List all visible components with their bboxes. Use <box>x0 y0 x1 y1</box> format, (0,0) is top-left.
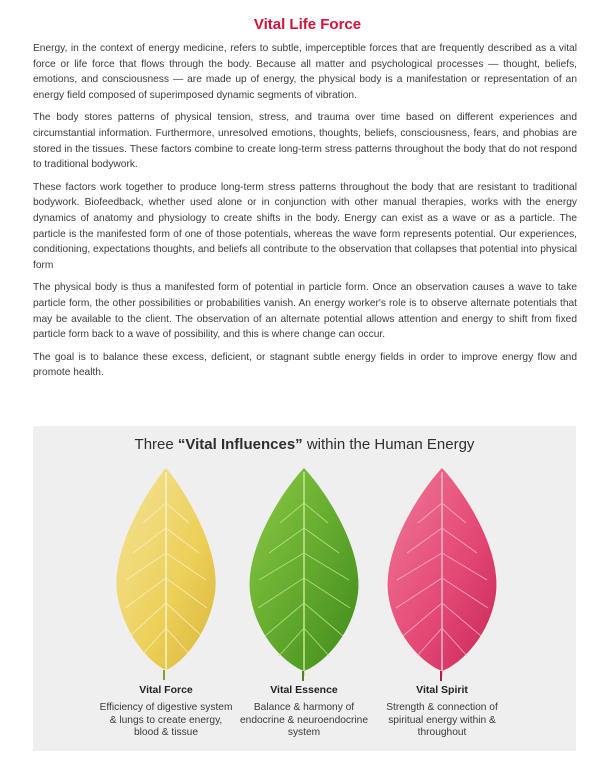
yellow-leaf-icon <box>116 468 215 680</box>
leaves-illustration <box>33 458 576 683</box>
leaf-description-line: endocrine & neuroendocrine <box>239 714 368 726</box>
body-text <box>33 41 577 388</box>
leaf-description-line: spiritual energy within & <box>388 714 496 726</box>
paragraph: These factors work together to produce long-term stress patterns throughout the body that are resistant to traditional bodywork. Biofeedback, whether used alone or in conjunction with other manual therapies, works with the energy dynamics of anatomy and physiology to create shifts in the body. Energy can exist as a wave or as a particle. The particle is the manifested form of one of those potentials, whereas the wave form represents potential. Our experiences, conditioning, expectations thoughts, and beliefs all contribute to the observation that collapses that potential into physical form <box>33 181 577 271</box>
leaf-name: Vital Force <box>139 684 193 696</box>
leaf-name: Vital Spirit <box>416 684 468 696</box>
leaf-description-line: & lungs to create energy, <box>109 714 223 726</box>
leaf-description-line: throughout <box>417 727 467 739</box>
paragraph: The goal is to balance these excess, deficient, or stagnant subtle energy fields in order to improve energy flow and promote health. <box>33 351 577 379</box>
leaf-description-line: Strength & connection of <box>386 702 498 713</box>
vital-spirit-caption <box>357 684 527 740</box>
paragraph: The body stores patterns of physical tension, stress, and trauma over time based on different experiences and circumstantial information. Furthermore, unresolved emotions, thoughts, beliefs, consciousness, fears, and phobias are stored in the tissues. These factors combine to create long-term stress patterns throughout the body that do not respond to traditional bodywork. <box>33 112 577 171</box>
paragraph: Energy, in the context of energy medicine, refers to subtle, imperceptible forces that are frequently described as a vital force or life force that flows through the body. Because all matter and psychological processes — thought, beliefs, emotions, and consciousness — are made up of energy, the physical body is a manifestation or representation of an energy field composed of superimposed dynamic segments of vibration. <box>33 43 577 101</box>
leaf-description-line: system <box>287 727 321 739</box>
paragraph: The physical body is thus a manifested form of potential in particle form. Once an observation causes a wave to take particle form, the other possibilities or probabilities vanish. An energy worker's role is to observe alternate potentials that may be available to the client. The observation of an alternate potential allows attention and energy to shift from fixed particle form back to a wave of possibility, and this is where change can occur. <box>33 282 577 341</box>
page-title: Vital Life Force <box>253 16 362 33</box>
leaf-description-line: Balance & harmony of <box>253 702 355 713</box>
leaf-description-line: Efficiency of digestive system <box>99 702 233 713</box>
leaf-name: Vital Essence <box>270 684 338 696</box>
leaf-description-line: blood & tissue <box>134 727 198 739</box>
infographic-title: Three “Vital Influences” within the Human Energy <box>134 436 475 453</box>
vital-influences-infographic <box>33 426 576 751</box>
pink-leaf-icon <box>388 468 497 681</box>
green-leaf-icon <box>250 468 359 681</box>
